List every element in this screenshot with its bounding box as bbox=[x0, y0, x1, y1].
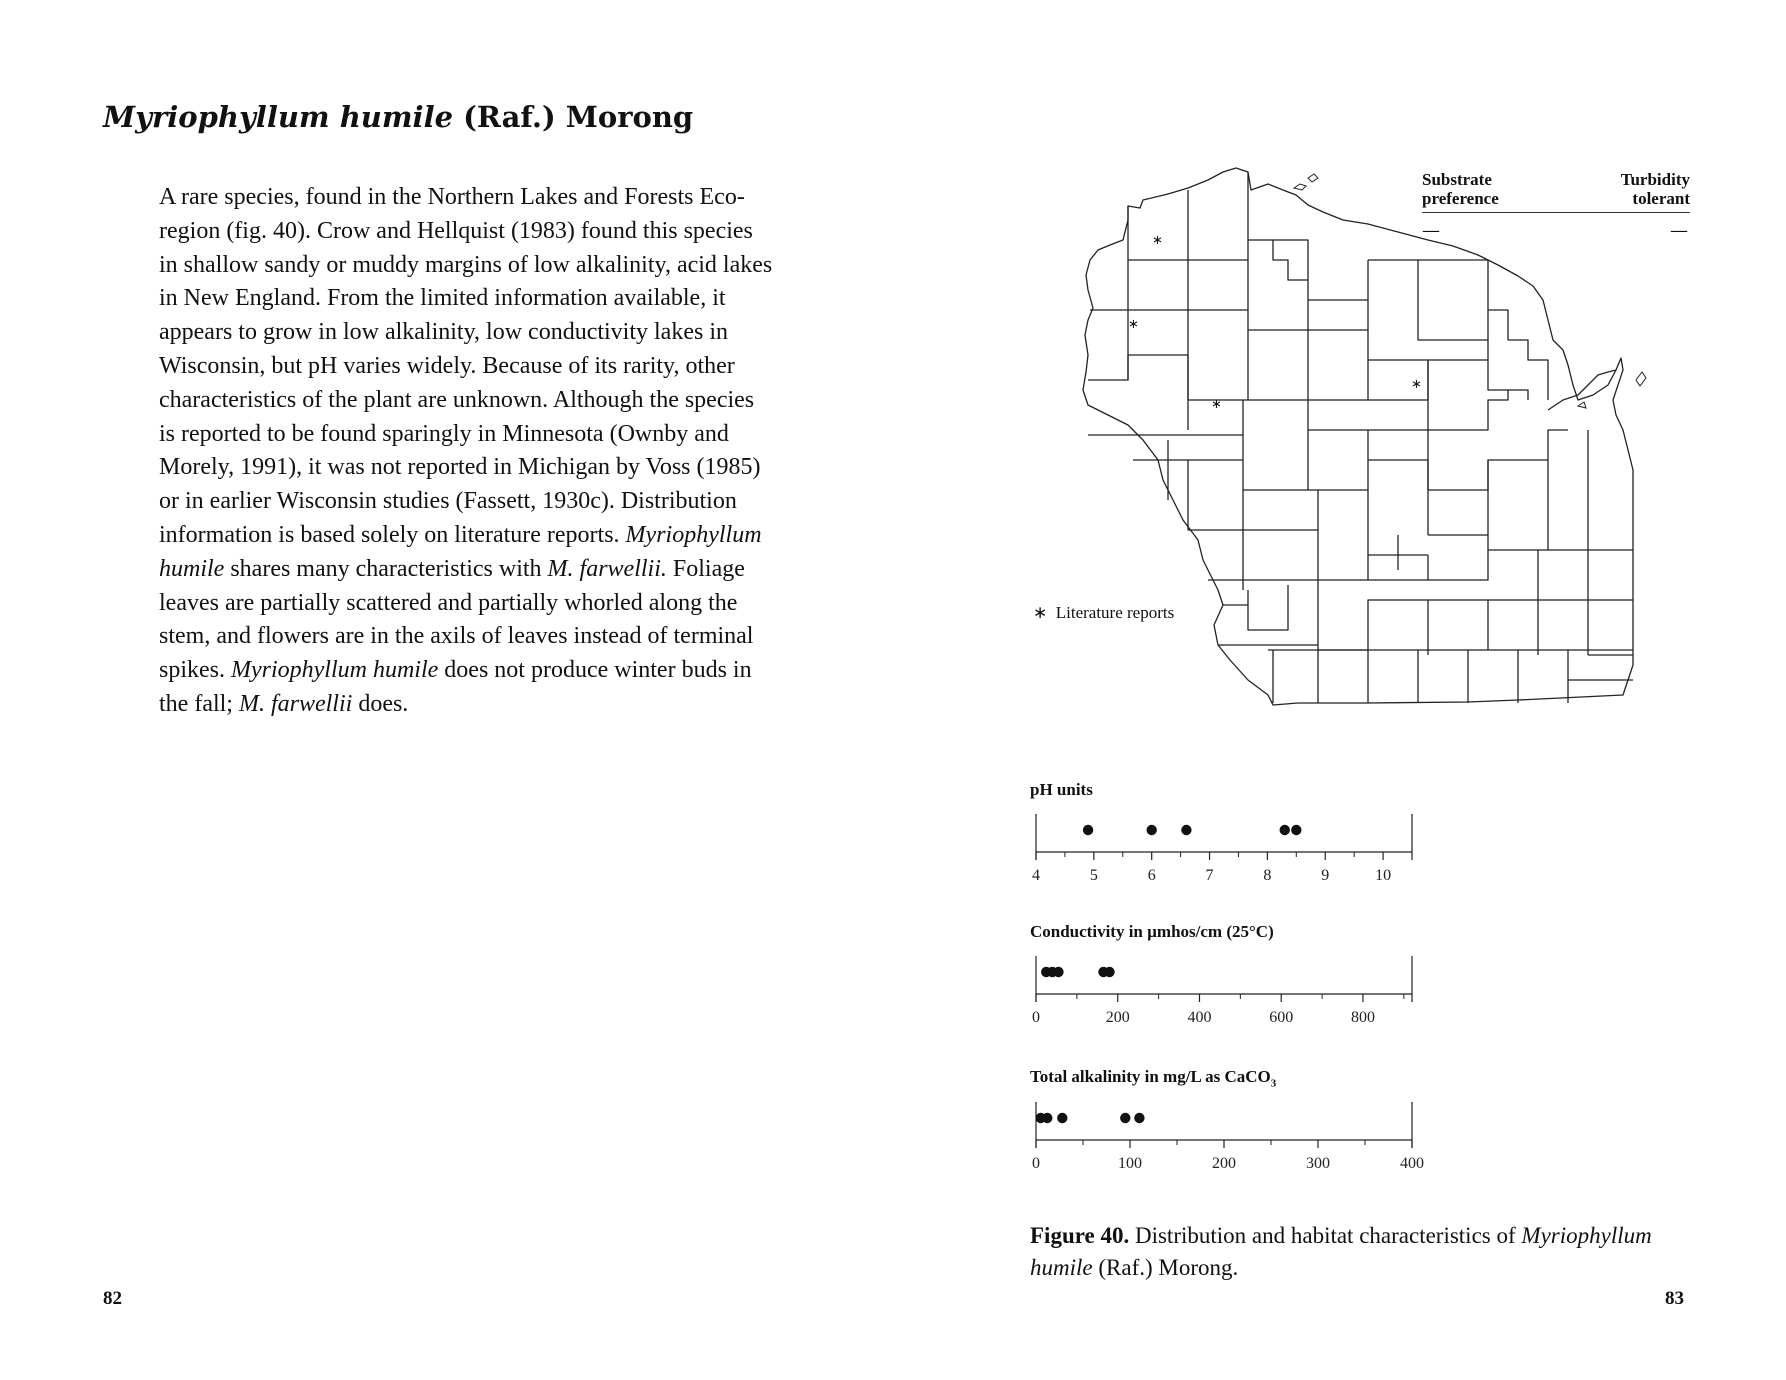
tick-label: 5 bbox=[1089, 867, 1098, 884]
turbidity-tolerant-header: Turbidity tolerant bbox=[1620, 170, 1690, 208]
tick-label: 300 bbox=[1306, 1155, 1330, 1172]
text-line: in shallow sandy or muddy margins of low alkalinity, acid lakes bbox=[159, 251, 773, 278]
text-line: is reported to be found sparingly in Minnesota (Ownby and bbox=[159, 420, 729, 447]
tick-label: 6 bbox=[1147, 867, 1156, 884]
text-line: information is based solely on literature reports. Myriophyllum bbox=[159, 521, 762, 548]
data-point bbox=[1134, 1113, 1144, 1123]
species-authority: (Raf.) Morong bbox=[453, 100, 694, 134]
page-number-left: 82 bbox=[103, 1288, 122, 1309]
map-legend bbox=[1033, 603, 1174, 623]
tick-label: 200 bbox=[1212, 1155, 1236, 1172]
tick-label: 0 bbox=[1032, 1009, 1040, 1026]
data-point bbox=[1057, 1113, 1067, 1123]
turbidity-tolerant-value: — bbox=[1670, 220, 1688, 241]
text-line: region (fig. 40). Crow and Hellquist (1983) found this species bbox=[159, 217, 753, 244]
tick-label: 10 bbox=[1375, 867, 1392, 884]
alkalinity-chart bbox=[1020, 1088, 1440, 1178]
ph-chart-title: pH units bbox=[1030, 780, 1093, 799]
tick-label: 9 bbox=[1321, 867, 1330, 884]
figure-caption: Figure 40. Distribution and habitat characteristics of Myriophyllum humile (Raf.) Morong. bbox=[1030, 1223, 1652, 1280]
text-line: leaves are partially scattered and partially whorled along the bbox=[159, 589, 738, 616]
species-description bbox=[159, 181, 799, 722]
tick-label: 600 bbox=[1269, 1009, 1294, 1026]
tick-label: 200 bbox=[1105, 1009, 1130, 1026]
species-title bbox=[103, 100, 693, 134]
text-line: humile shares many characteristics with M. farwellii. Foliage bbox=[159, 555, 745, 582]
tick-label: 8 bbox=[1263, 867, 1272, 884]
alkalinity-chart-title: Total alkalinity in mg/L as CaCO$_3$ bbox=[1030, 1067, 1277, 1090]
data-point bbox=[1042, 1113, 1052, 1123]
text-line: Wisconsin, but pH varies widely. Because of its rarity, other bbox=[159, 352, 735, 379]
tick-label: 100 bbox=[1118, 1155, 1142, 1172]
text-line: in New England. From the limited information available, it bbox=[159, 285, 726, 312]
data-point bbox=[1280, 825, 1290, 835]
wisconsin-county-map bbox=[1068, 160, 1688, 760]
asterisk-icon: ∗ bbox=[1033, 603, 1048, 622]
species-name: Myriophyllum humile bbox=[103, 100, 454, 134]
tick-label: 0 bbox=[1032, 1155, 1040, 1172]
state-outline bbox=[1083, 168, 1633, 705]
conductivity-chart bbox=[1020, 942, 1440, 1032]
data-point bbox=[1291, 825, 1301, 835]
map-marker: ∗ bbox=[1128, 317, 1139, 332]
tick-label: 7 bbox=[1205, 867, 1214, 884]
data-point bbox=[1146, 825, 1156, 835]
data-point bbox=[1104, 967, 1114, 977]
map-marker: ∗ bbox=[1152, 233, 1163, 248]
tick-label: 400 bbox=[1400, 1155, 1424, 1172]
map-legend-label: Literature reports bbox=[1055, 603, 1175, 622]
data-point bbox=[1120, 1113, 1130, 1123]
map-marker: ∗ bbox=[1211, 397, 1222, 412]
text-line: A rare species, found in the Northern Lakes and Forests Eco- bbox=[159, 184, 745, 210]
substrate-preference-value: — bbox=[1422, 220, 1440, 241]
text-line: appears to grow in low alkalinity, low conductivity lakes in bbox=[159, 319, 728, 346]
substrate-preference-header: Substrate preference bbox=[1422, 170, 1499, 208]
tick-label: 4 bbox=[1032, 867, 1040, 884]
tick-label: 800 bbox=[1350, 1009, 1375, 1026]
text-line: characteristics of the plant are unknown. Although the species bbox=[159, 386, 755, 413]
map-marker: ∗ bbox=[1411, 377, 1422, 392]
preference-divider bbox=[1422, 212, 1690, 213]
conductivity-chart-title: Conductivity in µmhos/cm (25°C) bbox=[1030, 922, 1274, 941]
text-line: Morely, 1991), it was not reported in Michigan by Voss (1985) bbox=[159, 454, 761, 481]
page-number-right: 83 bbox=[1665, 1288, 1684, 1309]
data-point bbox=[1181, 825, 1191, 835]
text-line: or in earlier Wisconsin studies (Fassett, 1930c). Distribution bbox=[159, 488, 737, 515]
text-line: spikes. Myriophyllum humile does not produce winter buds in bbox=[159, 657, 752, 684]
figure-label: Figure 40. bbox=[1030, 1223, 1130, 1248]
ph-chart bbox=[1020, 800, 1440, 890]
text-line: the fall; M. farwellii does. bbox=[159, 690, 409, 717]
data-point bbox=[1053, 967, 1063, 977]
text-line: stem, and flowers are in the axils of leaves instead of terminal bbox=[159, 623, 754, 650]
tick-label: 400 bbox=[1187, 1009, 1212, 1026]
data-point bbox=[1083, 825, 1093, 835]
